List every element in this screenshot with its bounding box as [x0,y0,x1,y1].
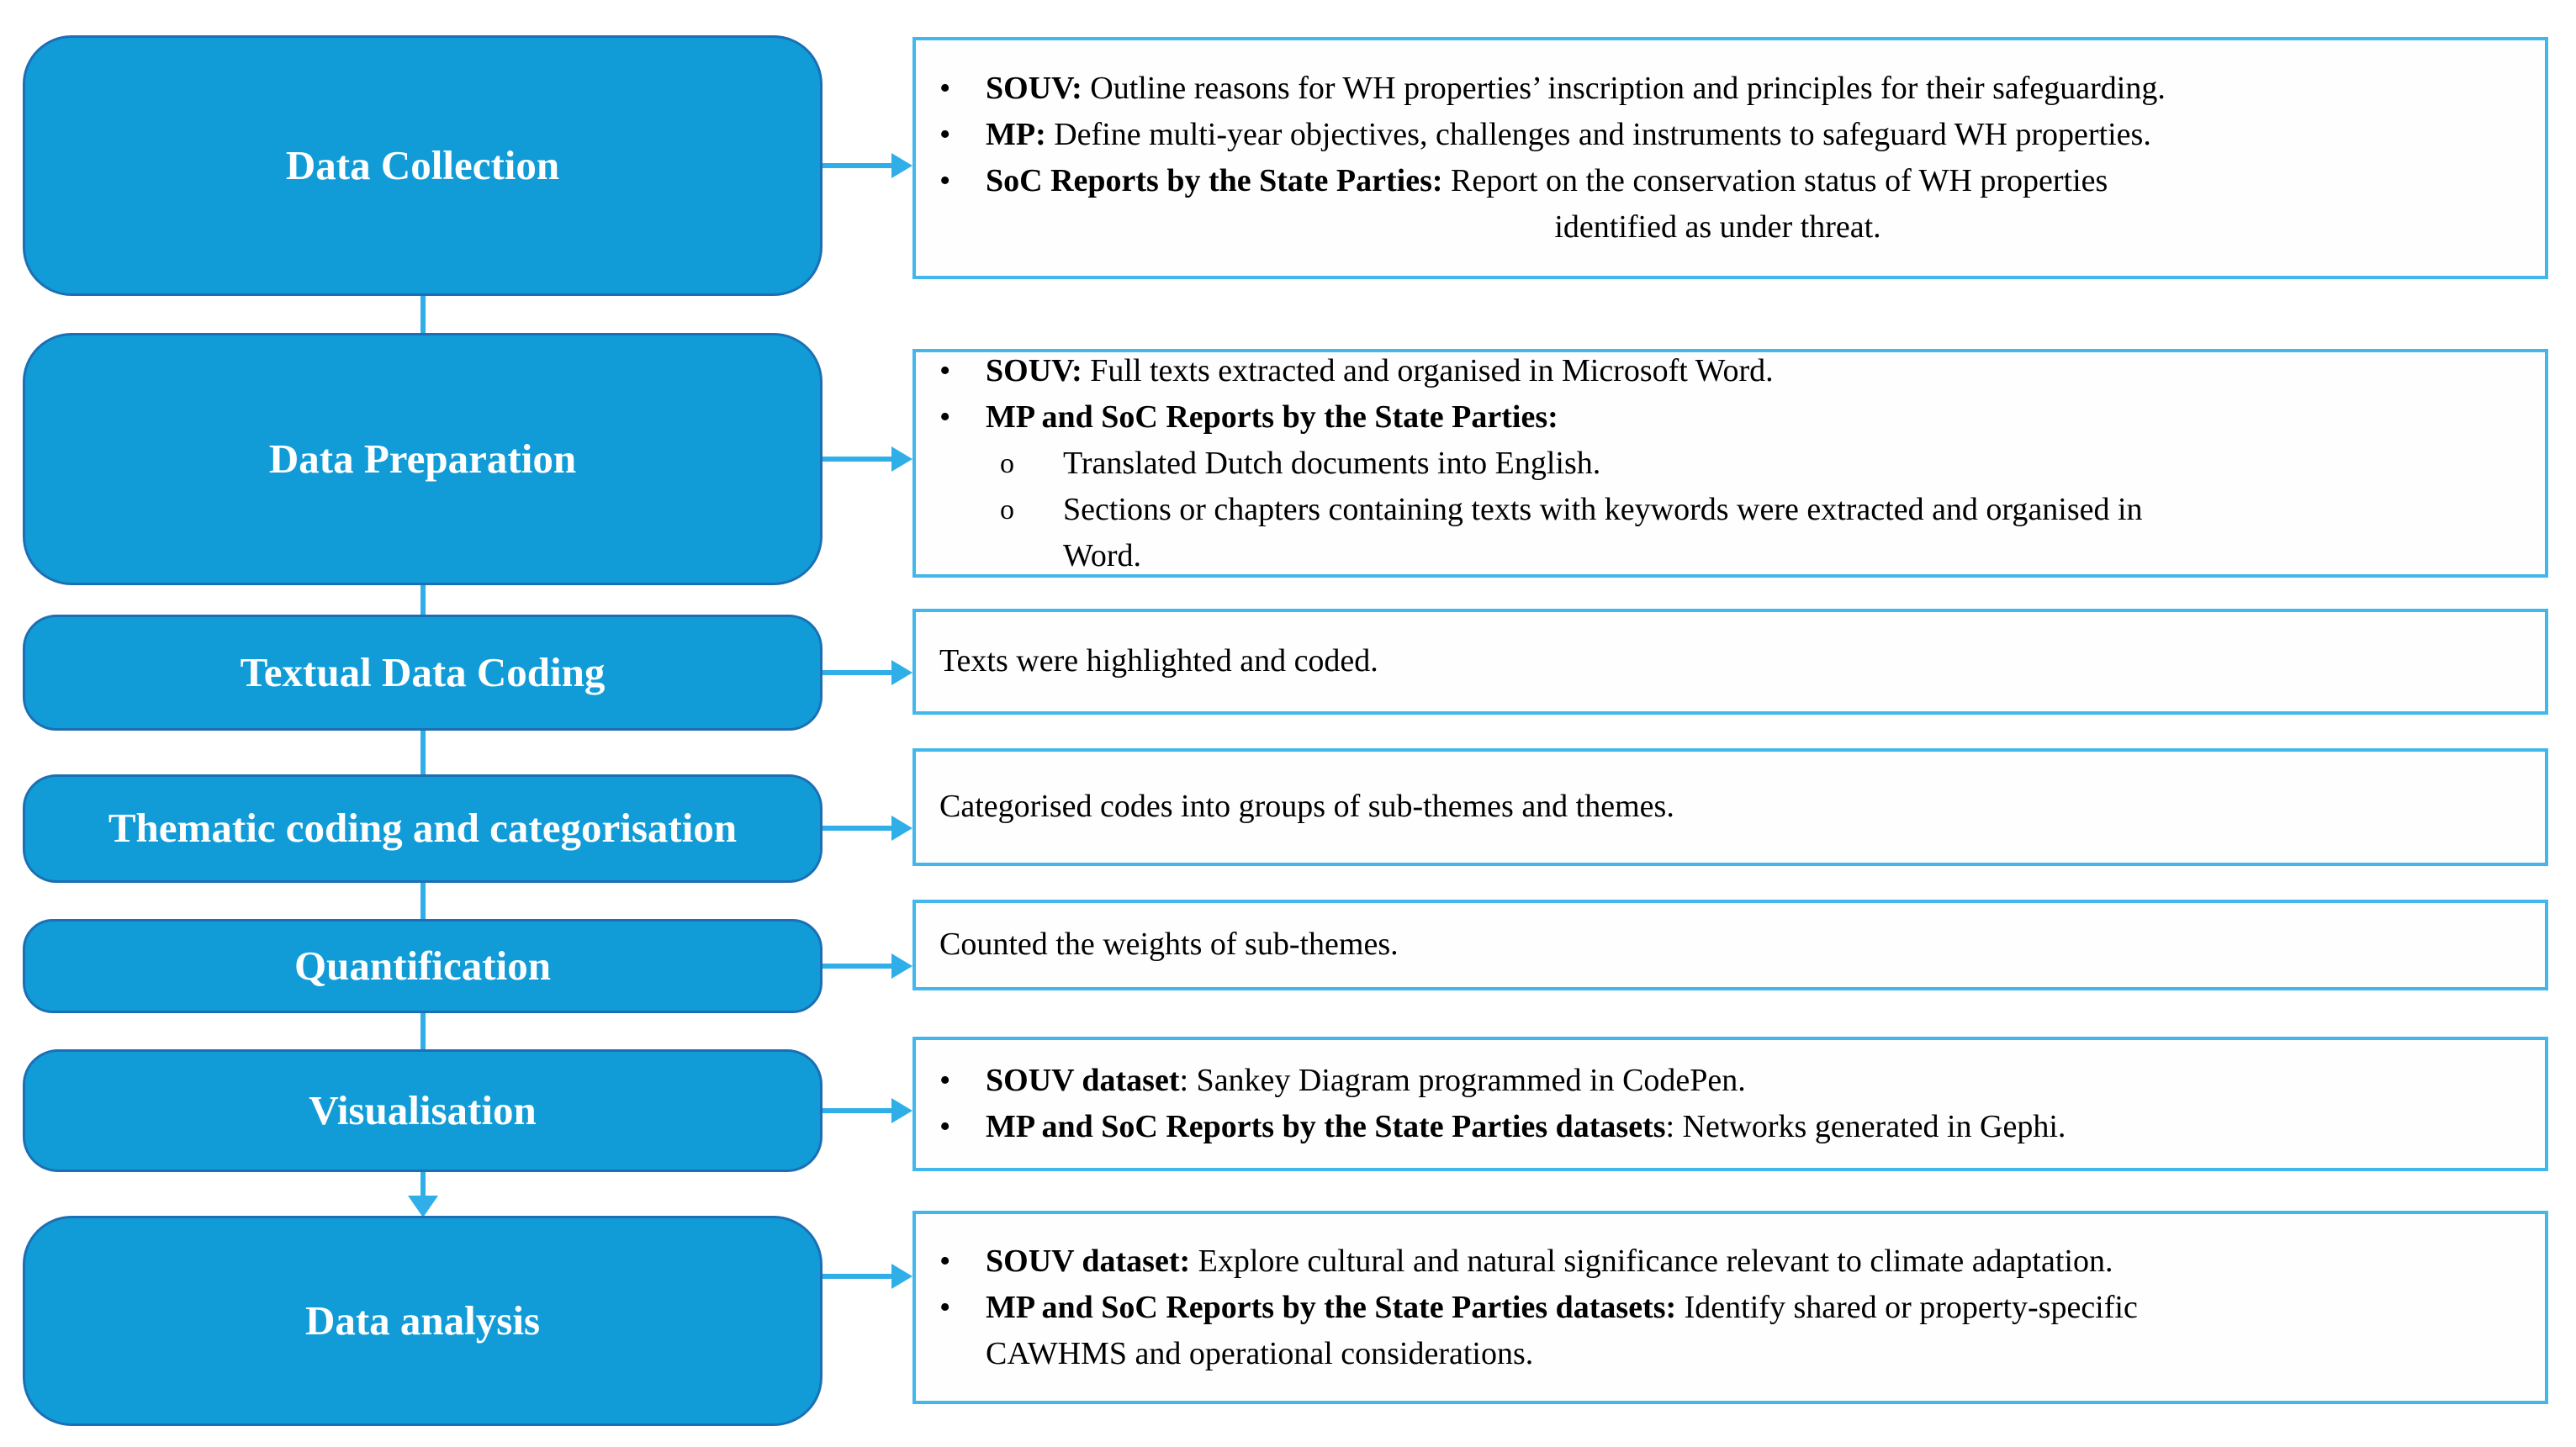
arrow-head-icon [891,816,912,841]
detail-box-quantification [912,900,2548,990]
bullet-text-bold: MP and SoC Reports by the State Parties datasets: [986,1289,1677,1325]
bullet-text: SOUV dataset: Explore cultural and natural significance relevant to climate adaptation. [986,1243,2113,1279]
dot-bullet-icon: • [939,1109,951,1144]
circle-bullet-icon: o [1000,447,1014,479]
bullet-text-bold: MP: [986,117,1046,152]
bullet-text: Translated Dutch documents into English. [1063,445,1601,481]
bullet-item [916,158,2520,204]
dot-bullet-icon: • [939,399,951,435]
bullet-item [916,1285,2520,1377]
detail-box-data-analysis [912,1211,2548,1404]
arrow-shaft [823,670,895,675]
bullet-text-bold: SoC Reports by the State Parties: [986,163,1443,198]
bullet-item [916,112,2520,158]
bullet-text-bold: SOUV dataset [986,1063,1180,1098]
bullet-text-bold: SOUV: [986,71,1082,106]
dot-bullet-icon: • [939,352,951,388]
bullet-item [916,66,2520,112]
stage-label-quantification: Quantification [294,942,551,989]
stage-box-textual-data-coding [23,615,823,731]
stage-box-data-preparation [23,333,823,585]
stage-label-visualisation: Visualisation [309,1086,537,1133]
arrow-head-icon [891,1264,912,1289]
arrow-shaft [823,826,895,831]
arrow-head-icon [891,953,912,979]
bullet-item [1000,487,2520,579]
stage-label-textual-data-coding: Textual Data Coding [240,648,606,695]
circle-bullet-icon: o [1000,494,1014,525]
dot-bullet-icon: • [939,1243,951,1279]
bullet-text: Sections or chapters containing texts with keywords were extracted and organised in Word. [1063,491,2143,573]
stage-box-data-collection [23,35,823,296]
bullet-text: SOUV: Full texts extracted and organised in Microsoft Word. [986,352,1774,388]
bullet-text-bold: SOUV: [986,352,1082,388]
down-arrow-head-icon [408,1196,438,1217]
connector-line-5 [421,1013,426,1049]
bullet-item [916,1058,2520,1104]
connector-line-2 [421,585,426,615]
detail-text: Counted the weights of sub-themes. [939,927,1399,963]
stage-box-data-analysis [23,1216,823,1426]
bullet-text: MP: Define multi-year objectives, challenges and instruments to safeguard WH properties. [986,117,2151,152]
detail-box-data-collection [912,37,2548,279]
bullet-text-bold: MP and SoC Reports by the State Parties: [986,399,1558,435]
arrow-head-icon [891,1098,912,1123]
bullet-text: SoC Reports by the State Parties: Report on the conservation status of WH properties [986,163,2108,198]
detail-box-visualisation [912,1037,2548,1171]
stage-box-thematic-coding [23,774,823,883]
stage-label-data-collection: Data Collection [285,141,560,188]
detail-box-data-preparation [912,349,2548,578]
detail-text: Categorised codes into groups of sub-themes and themes. [939,789,1674,825]
detail-box-textual-data-coding [912,609,2548,715]
centered-continuation-text: identified as under threat. [1554,209,1881,245]
dot-bullet-icon: • [939,1289,951,1325]
connector-line-1 [421,296,426,333]
arrow-head-icon [891,446,912,472]
connector-line-3 [421,731,426,774]
dot-bullet-icon: • [939,71,951,106]
bullet-text [986,394,2520,441]
arrow-head-icon [891,153,912,178]
arrow-shaft [823,1274,895,1279]
bullet-text-bold: SOUV dataset: [986,1243,1191,1279]
dot-bullet-icon: • [939,163,951,198]
arrow-shaft [823,163,895,168]
stage-label-thematic-coding: Thematic coding and categorisation [108,805,738,852]
bullet-text: MP and SoC Reports by the State Parties datasets: Identify shared or property-specific CAWHMS and operational considerations. [986,1289,2138,1371]
stage-label-data-analysis: Data analysis [304,1296,541,1344]
arrow-shaft [823,457,895,462]
dot-bullet-icon: • [939,117,951,152]
bullet-item [916,1238,2520,1285]
detail-box-thematic-coding [912,748,2548,866]
bullet-item [916,394,2520,441]
bullet-item [916,348,2520,394]
bullet-text-bold: MP and SoC Reports by the State Parties datasets [986,1109,1666,1144]
bullet-text: SOUV dataset: Sankey Diagram programmed in CodePen. [986,1063,1746,1098]
bullet-text: SOUV: Outline reasons for WH properties’ inscription and principles for their safeguarding. [986,71,2166,106]
arrow-head-icon [891,660,912,685]
arrow-shaft [823,964,895,969]
connector-line-4 [421,883,426,919]
arrow-shaft [823,1108,895,1113]
stage-box-visualisation [23,1049,823,1172]
bullet-text: MP and SoC Reports by the State Parties datasets: Networks generated in Gephi. [986,1109,2066,1144]
dot-bullet-icon: • [939,1063,951,1098]
bullet-item [1000,441,2520,487]
connector-line-6 [421,1172,426,1197]
stage-label-data-preparation: Data Preparation [268,435,577,482]
detail-text: Texts were highlighted and coded. [939,643,1378,679]
bullet-item [916,1104,2520,1150]
stage-box-quantification [23,919,823,1013]
